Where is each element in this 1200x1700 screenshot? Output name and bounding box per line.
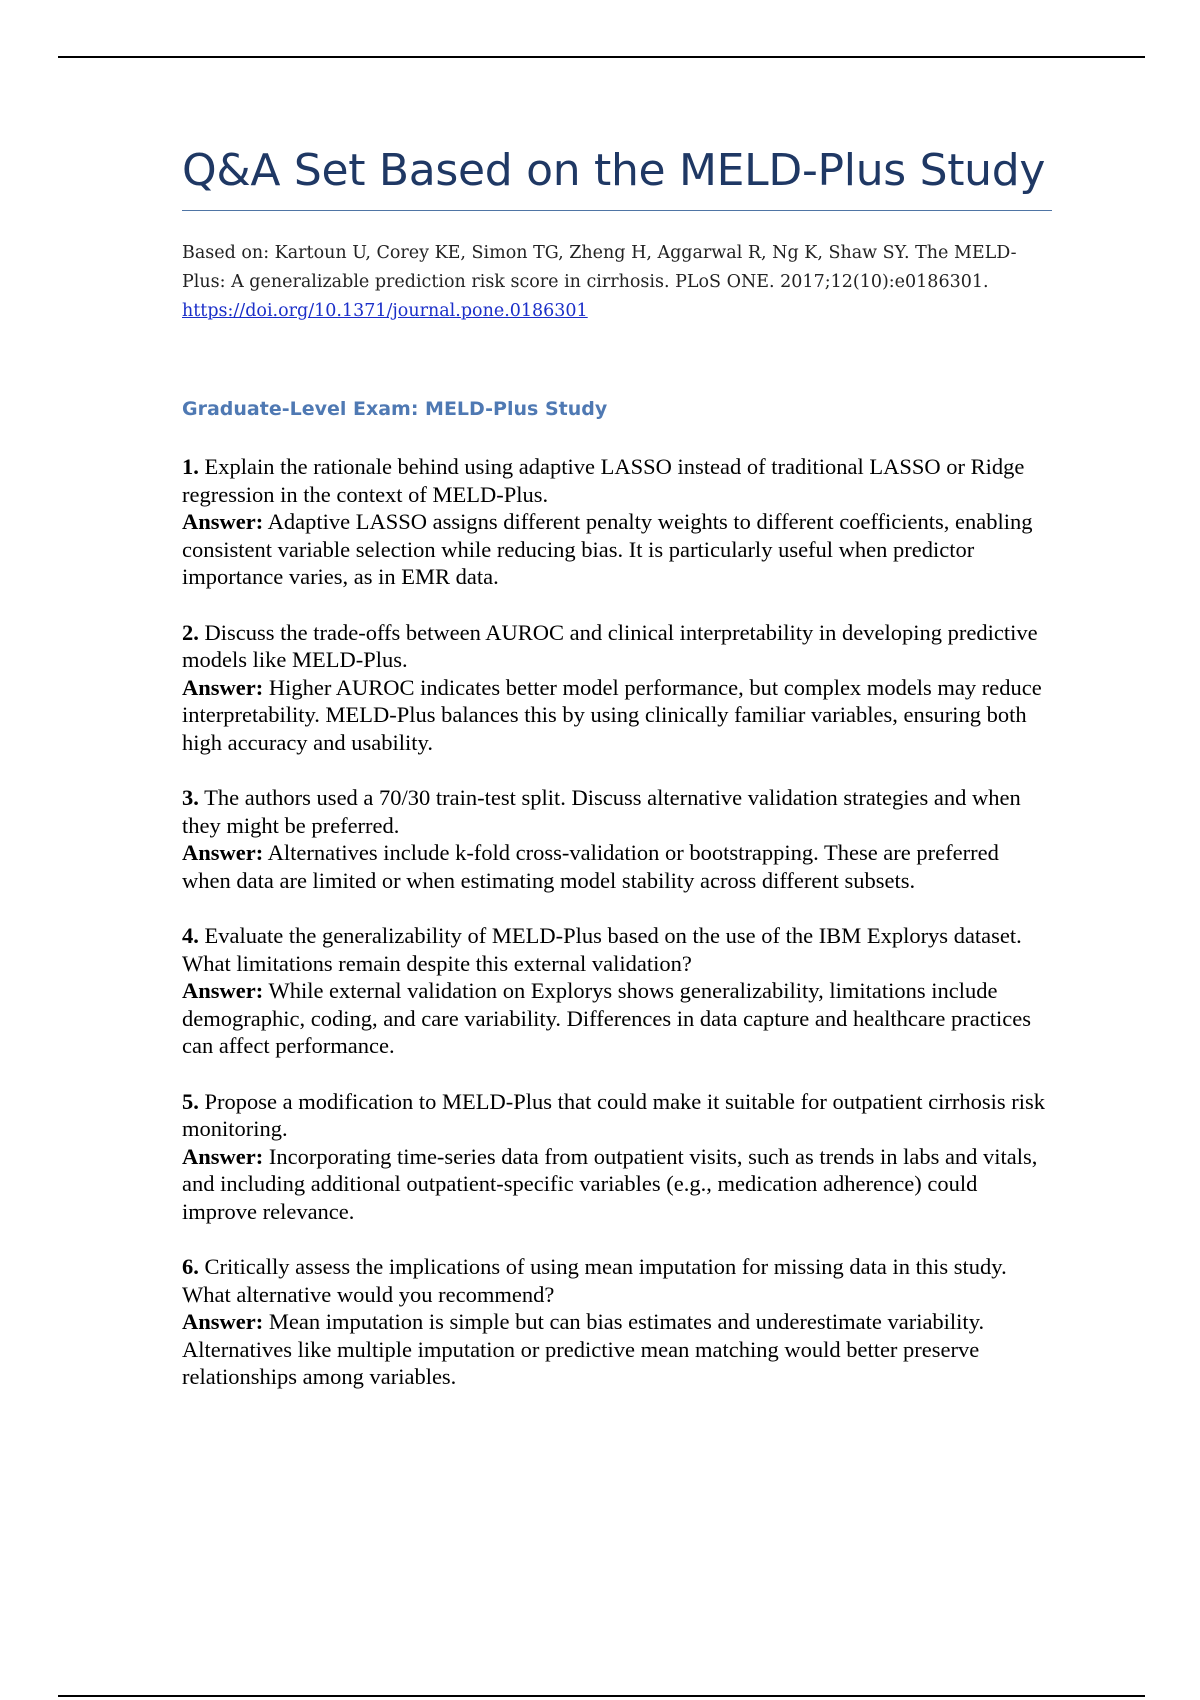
document-title: Q&A Set Based on the MELD-Plus Study — [182, 140, 1052, 211]
answer-text: Adaptive LASSO assigns different penalty weights to different coefficients, enabling consistent variable selection while reducing bias. It is particularly useful when predictor importance varies, as in EMR data. — [182, 509, 1033, 589]
question-text: Critically assess the implications of using mean imputation for missing data in this study. What alternative would you recommend? — [182, 1254, 1007, 1307]
qa-item-4 — [182, 922, 1052, 1060]
qa-item-5 — [182, 1088, 1052, 1226]
question-text: Explain the rationale behind using adaptive LASSO instead of traditional LASSO or Ridge regression in the context of MELD-Plus. — [182, 454, 1025, 507]
answer-label: Answer: — [182, 1309, 264, 1334]
exam-heading: Graduate-Level Exam: MELD-Plus Study — [182, 398, 608, 420]
question — [182, 453, 1052, 508]
answer-text: While external validation on Explorys shows generalizability, limitations include demographic, coding, and care variability. Differences in data capture and healthcare practices can affect performance. — [182, 978, 1031, 1058]
question — [182, 784, 1052, 839]
question-text: Discuss the trade-offs between AUROC and clinical interpretability in developing predictive models like MELD-Plus. — [182, 619, 1038, 672]
citation — [182, 239, 1052, 326]
answer-label: Answer: — [182, 840, 264, 865]
citation-text: Based on: Kartoun U, Corey KE, Simon TG, Zheng H, Aggarwal R, Ng K, Shaw SY. The MELD-Plus: A generalizable prediction risk score in cirrhosis. PLoS ONE. 2017;12(10):e0186301. — [182, 243, 1017, 292]
answer-text: Alternatives include k-fold cross-validation or bootstrapping. These are preferred when data are limited or when estimating model stability across different subsets. — [182, 840, 999, 893]
answer — [182, 508, 1052, 591]
question — [182, 1088, 1052, 1143]
answer-text: Higher AUROC indicates better model performance, but complex models may reduce interpretability. MELD-Plus balances this by using clinically familiar variables, ensuring both high accuracy and usability. — [182, 674, 1042, 755]
answer-text: Mean imputation is simple but can bias estimates and underestimate variability. Alternatives like multiple imputation or predictive mean matching would better preserve relationships among variables. — [182, 1309, 985, 1389]
question-text: Evaluate the generalizability of MELD-Plus based on the use of the IBM Explorys dataset. What limitations remain despite this external validation? — [182, 923, 1022, 976]
question — [182, 619, 1052, 674]
answer — [182, 839, 1052, 894]
answer — [182, 1308, 1052, 1391]
question-number: 5. — [182, 1088, 199, 1114]
answer-label: Answer: — [182, 1143, 264, 1169]
header-rule — [58, 56, 1145, 58]
question-number: 6. — [182, 1254, 199, 1279]
answer-label: Answer: — [182, 509, 264, 534]
qa-list — [182, 453, 1052, 1391]
answer — [182, 977, 1052, 1060]
answer — [182, 1143, 1052, 1226]
answer-label: Answer: — [182, 674, 264, 700]
answer-label: Answer: — [182, 978, 264, 1003]
question-number: 2. — [182, 619, 199, 645]
document-body — [182, 140, 1052, 1419]
question — [182, 1253, 1052, 1308]
question-text: Propose a modification to MELD-Plus that could make it suitable for outpatient cirrhosis risk monitoring. — [182, 1088, 1045, 1141]
question-number: 3. — [182, 785, 199, 810]
qa-item-2 — [182, 619, 1052, 757]
qa-item-3 — [182, 784, 1052, 894]
qa-item-1 — [182, 453, 1052, 591]
question-number: 4. — [182, 923, 199, 948]
answer-text: Incorporating time-series data from outpatient visits, such as trends in labs and vitals, and including additional outpatient-specific variables (e.g., medication adherence) could improve relevance. — [182, 1143, 1038, 1224]
footer-rule — [58, 1695, 1145, 1697]
doi-link[interactable]: https://doi.org/10.1371/journal.pone.0186301 — [182, 301, 588, 321]
question-number: 1. — [182, 454, 199, 479]
question — [182, 922, 1052, 977]
answer — [182, 674, 1052, 757]
question-text: The authors used a 70/30 train-test split. Discuss alternative validation strategies and when they might be preferred. — [182, 785, 1021, 838]
qa-item-6 — [182, 1253, 1052, 1391]
